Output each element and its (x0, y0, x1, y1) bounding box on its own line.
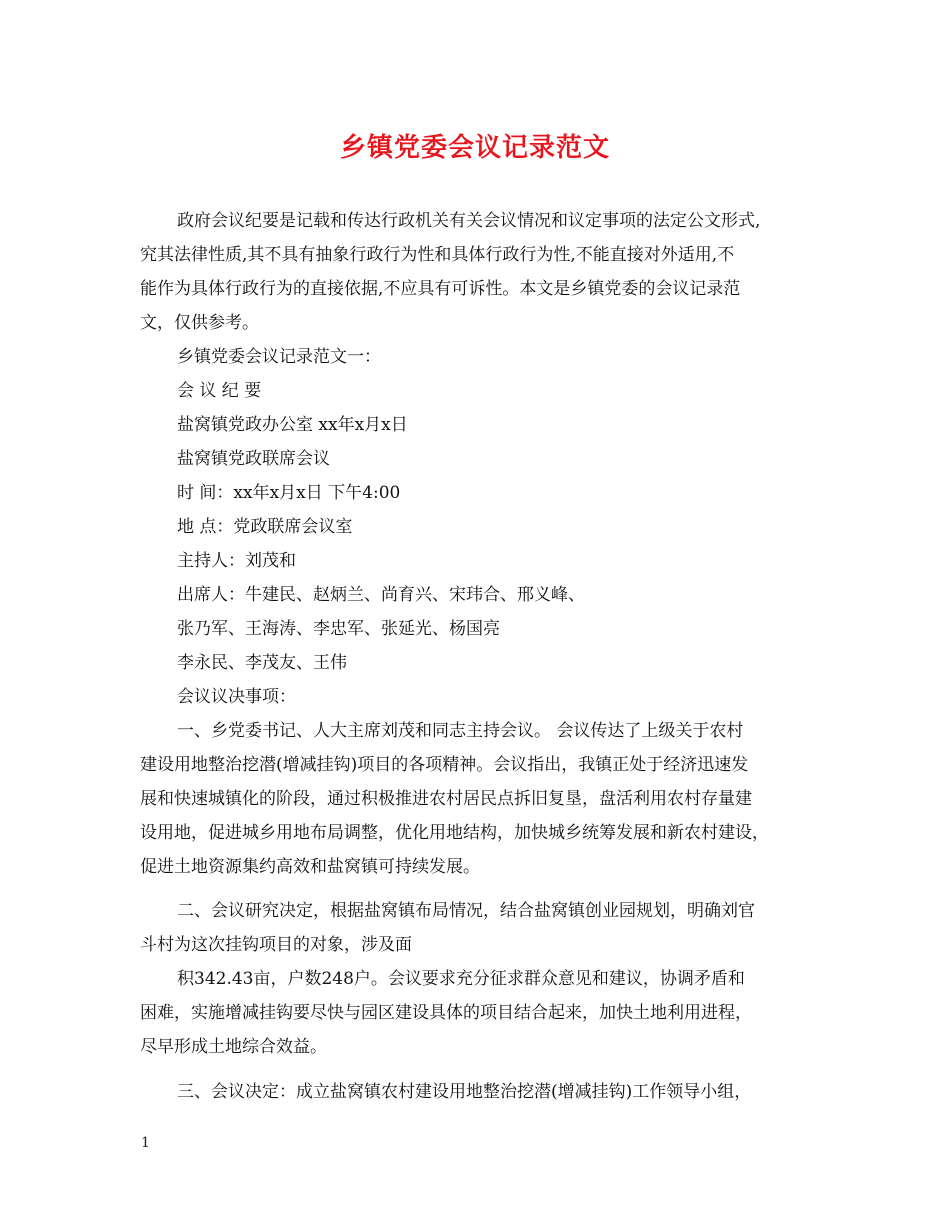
memo-attendees-cont: 张乃军、王海涛、李忠军、张延光、杨国亮 (177, 619, 500, 639)
paragraph-line: 一、乡党委书记、人大主席刘茂和同志主持会议。 会议传达了上级关于农村 (177, 721, 744, 741)
paragraph-line: 设用地，促进城乡用地布局调整，优化用地结构，加快城乡统筹发展和新农村建设， (140, 823, 769, 843)
paragraph-line: 困难，实施增减挂钩要尽快与园区建设具体的项目结合起来，加快土地利用进程， (140, 1003, 752, 1023)
section-heading: 乡镇党委会议记录范文一： (177, 347, 381, 367)
memo-heading: 会 议 纪 要 (177, 381, 262, 401)
paragraph-line: 能作为具体行政行为的直接依据,不应具有可诉性。本文是乡镇党委的会议记录范 (140, 279, 741, 299)
paragraph-line: 政府会议纪要是记载和传达行政机关有关会议情况和议定事项的法定公文形式, (177, 211, 761, 231)
memo-attendees-cont: 李永民、李茂友、王伟 (177, 653, 347, 673)
memo-attendees: 出席人：牛建民、赵炳兰、尚育兴、宋玮合、邢义峰、 (177, 585, 585, 605)
paragraph-line: 建设用地整治挖潜(增减挂钩)项目的各项精神。会议指出，我镇正处于经济迅速发 (140, 755, 749, 775)
page-number: 1 (141, 1135, 150, 1151)
paragraph-line: 积342.43亩，户数248户。会议要求充分征求群众意见和建议，协调矛盾和 (177, 969, 745, 989)
memo-resolutions-heading: 会议议决事项： (177, 687, 296, 707)
paragraph-line: 究其法律性质,其不具有抽象行政行为性和具体行政行为性,不能直接对外适用,不 (140, 245, 735, 265)
paragraph-line: 展和快速城镇化的阶段，通过积极推进农村居民点拆旧复垦，盘活利用农村存量建 (140, 789, 752, 809)
paragraph-line: 促进土地资源集约高效和盐窝镇可持续发展。 (140, 857, 480, 877)
memo-issuer: 盐窝镇党政办公室 xx年x月x日 (177, 415, 408, 435)
paragraph-line: 文，仅供参考。 (140, 313, 259, 333)
paragraph-line: 三、会议决定：成立盐窝镇农村建设用地整治挖潜(增减挂钩)工作领导小组， (177, 1082, 752, 1102)
paragraph-line: 二、会议研究决定，根据盐窝镇布局情况，结合盐窝镇创业园规划，明确刘官 (177, 901, 755, 921)
memo-time: 时 间：xx年x月x日 下午4:00 (177, 483, 401, 503)
paragraph-line: 尽早形成土地综合效益。 (140, 1037, 327, 1057)
memo-meeting-name: 盐窝镇党政联席会议 (177, 449, 330, 469)
memo-location: 地 点：党政联席会议室 (177, 517, 353, 537)
paragraph-line: 斗村为这次挂钩项目的对象，涉及面 (140, 935, 412, 955)
memo-host: 主持人：刘茂和 (177, 551, 296, 571)
document-title: 乡镇党委会议记录范文 (339, 133, 610, 163)
